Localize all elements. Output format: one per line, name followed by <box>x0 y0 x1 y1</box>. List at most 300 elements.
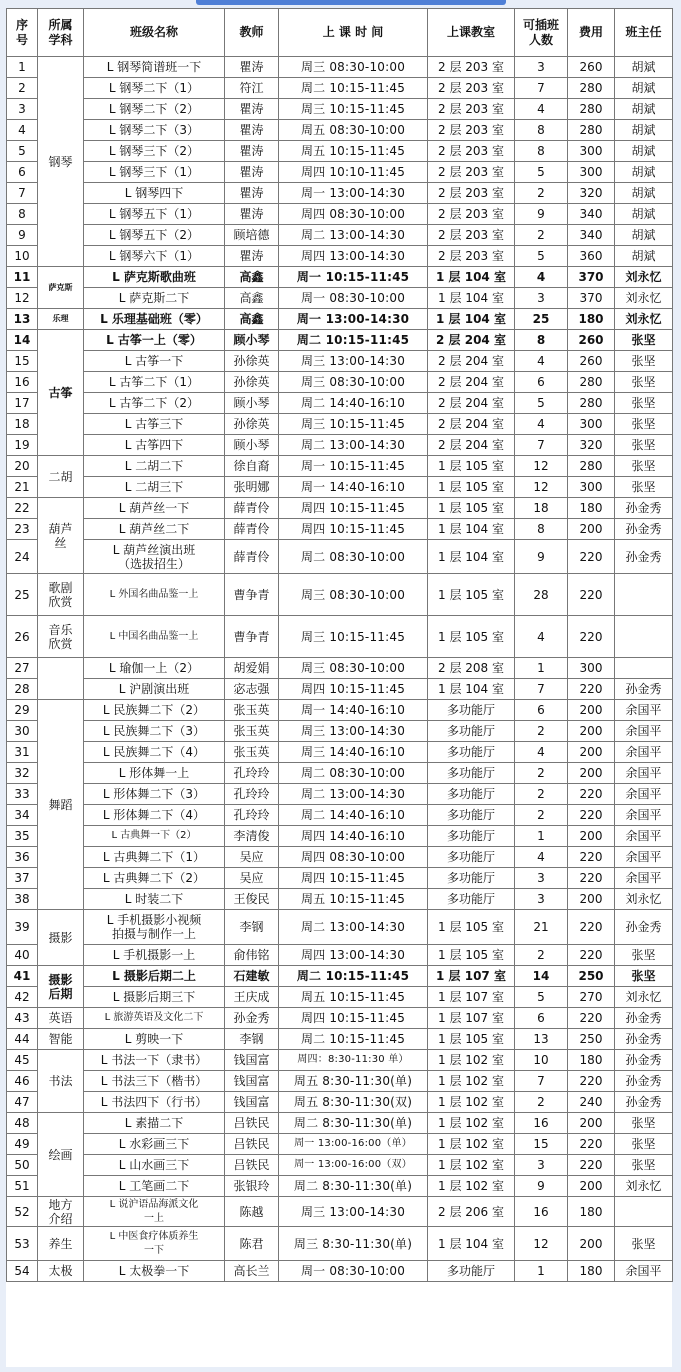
teacher: 吕铁民 <box>225 1155 279 1176</box>
row-number: 23 <box>7 519 38 540</box>
class-name <box>84 183 225 204</box>
available-seats: 2 <box>515 721 568 742</box>
header-seats: 可插班人数 <box>515 9 568 57</box>
row-number: 21 <box>7 477 38 498</box>
available-seats: 1 <box>515 826 568 847</box>
table-row <box>7 1176 673 1197</box>
teacher: 张玉英 <box>225 742 279 763</box>
class-time: 周三 13:00-14:30 <box>279 1197 428 1227</box>
head-teacher: 孙金秀 <box>615 1029 673 1050</box>
class-name-text-line2: 拍摄与制作一上 <box>111 927 196 941</box>
table-row <box>7 414 673 435</box>
head-teacher: 胡斌 <box>615 120 673 141</box>
head-teacher <box>615 658 673 679</box>
head-teacher: 胡斌 <box>615 78 673 99</box>
row-number: 48 <box>7 1113 38 1134</box>
row-number: 29 <box>7 700 38 721</box>
fee: 340 <box>568 225 615 246</box>
classroom: 1 层 105 室 <box>428 616 515 658</box>
classroom: 1 层 102 室 <box>428 1176 515 1197</box>
class-name <box>84 351 225 372</box>
row-number: 20 <box>7 456 38 477</box>
classroom: 1 层 105 室 <box>428 477 515 498</box>
available-seats: 12 <box>515 456 568 477</box>
teacher: 俞伟铭 <box>225 945 279 966</box>
subject-cell <box>38 498 84 574</box>
head-teacher: 胡斌 <box>615 57 673 78</box>
class-time: 周一 14:40-16:10 <box>279 700 428 721</box>
head-teacher: 张坚 <box>615 1155 673 1176</box>
available-seats: 21 <box>515 910 568 945</box>
available-seats: 8 <box>515 120 568 141</box>
row-number: 53 <box>7 1227 38 1261</box>
subject-cell <box>38 1227 84 1261</box>
head-teacher: 余国平 <box>615 700 673 721</box>
class-name-text: L 民族舞二下（3） <box>102 724 206 738</box>
fee: 220 <box>568 1071 615 1092</box>
class-name-text: L 时装二下 <box>124 892 184 906</box>
class-name <box>84 1050 225 1071</box>
table-row <box>7 246 673 267</box>
teacher: 瞿涛 <box>225 183 279 204</box>
subject-label: 二胡 <box>48 469 73 484</box>
fee: 280 <box>568 372 615 393</box>
row-number: 17 <box>7 393 38 414</box>
head-teacher: 刘永忆 <box>615 889 673 910</box>
table-row <box>7 910 673 945</box>
row-number: 24 <box>7 540 38 574</box>
head-teacher: 孙金秀 <box>615 1050 673 1071</box>
class-time: 周三 10:15-11:45 <box>279 414 428 435</box>
class-name-text: L 中国名曲品鉴一上 <box>109 630 199 642</box>
teacher: 张银玲 <box>225 1176 279 1197</box>
row-number: 42 <box>7 987 38 1008</box>
row-number: 34 <box>7 805 38 826</box>
teacher: 高鑫 <box>225 288 279 309</box>
row-number: 16 <box>7 372 38 393</box>
head-teacher: 张坚 <box>615 372 673 393</box>
row-number: 25 <box>7 574 38 616</box>
available-seats: 9 <box>515 540 568 574</box>
subject-cell <box>38 267 84 309</box>
teacher: 顾培德 <box>225 225 279 246</box>
teacher: 钱国富 <box>225 1050 279 1071</box>
available-seats: 12 <box>515 1227 568 1261</box>
fee: 200 <box>568 1113 615 1134</box>
classroom: 多功能厅 <box>428 889 515 910</box>
class-time: 周一 10:15-11:45 <box>279 456 428 477</box>
class-name-text: L 形体舞二下（3） <box>102 787 206 801</box>
class-name-text: L 手机摄影小视频 <box>106 913 202 927</box>
classroom: 1 层 104 室 <box>428 519 515 540</box>
head-teacher: 孙金秀 <box>615 498 673 519</box>
class-name <box>84 477 225 498</box>
row-number: 22 <box>7 498 38 519</box>
head-teacher: 孙金秀 <box>615 1071 673 1092</box>
row-number: 9 <box>7 225 38 246</box>
class-time: 周四 10:15-11:45 <box>279 1008 428 1029</box>
class-time: 周四 13:00-14:30 <box>279 945 428 966</box>
head-teacher: 孙金秀 <box>615 519 673 540</box>
subject-label: 太极 <box>48 1264 73 1278</box>
class-time: 周四：8:30-11:30 单） <box>279 1050 428 1071</box>
available-seats: 2 <box>515 763 568 784</box>
schedule-sheet <box>6 8 672 1367</box>
row-number: 49 <box>7 1134 38 1155</box>
fee: 280 <box>568 393 615 414</box>
teacher: 李钢 <box>225 1029 279 1050</box>
class-name-text: L 书法三下（楷书） <box>100 1074 208 1088</box>
class-name <box>84 910 225 945</box>
class-name <box>84 945 225 966</box>
head-teacher: 刘永忆 <box>615 267 673 288</box>
class-name-text: L 二胡二下 <box>124 459 184 473</box>
class-name-text: L 乐理基础班（零） <box>100 312 208 326</box>
table-row <box>7 1197 673 1227</box>
subject-cell <box>38 616 84 658</box>
head-teacher: 胡斌 <box>615 141 673 162</box>
row-number: 10 <box>7 246 38 267</box>
class-time: 周四 14:40-16:10 <box>279 826 428 847</box>
header-room: 上课教室 <box>428 9 515 57</box>
classroom: 2 层 203 室 <box>428 225 515 246</box>
class-name-text: L 钢琴三下（1） <box>108 165 200 179</box>
teacher: 孔玲玲 <box>225 784 279 805</box>
class-time: 周二 14:40-16:10 <box>279 805 428 826</box>
available-seats: 4 <box>515 267 568 288</box>
fee: 270 <box>568 987 615 1008</box>
head-teacher: 余国平 <box>615 826 673 847</box>
fee: 250 <box>568 966 615 987</box>
table-row <box>7 784 673 805</box>
head-teacher: 孙金秀 <box>615 540 673 574</box>
row-number: 33 <box>7 784 38 805</box>
available-seats: 4 <box>515 414 568 435</box>
subject-cell <box>38 966 84 1008</box>
classroom: 2 层 203 室 <box>428 183 515 204</box>
subject-cell <box>38 1197 84 1227</box>
classroom: 多功能厅 <box>428 700 515 721</box>
teacher: 宓志强 <box>225 679 279 700</box>
teacher: 瞿涛 <box>225 141 279 162</box>
fee: 300 <box>568 141 615 162</box>
class-name-text: L 书法四下（行书） <box>100 1095 208 1109</box>
class-name <box>84 99 225 120</box>
class-time: 周二 10:15-11:45 <box>279 966 428 987</box>
teacher: 吕铁民 <box>225 1113 279 1134</box>
class-name-text: L 钢琴二下（3） <box>108 123 200 137</box>
class-name-text: L 旅游英语及文化二下 <box>104 1012 204 1023</box>
class-time: 周四 08:30-10:00 <box>279 204 428 225</box>
head-teacher: 张坚 <box>615 351 673 372</box>
head-teacher: 张坚 <box>615 477 673 498</box>
available-seats: 5 <box>515 987 568 1008</box>
classroom: 多功能厅 <box>428 721 515 742</box>
table-row <box>7 519 673 540</box>
table-row <box>7 1134 673 1155</box>
available-seats: 2 <box>515 1092 568 1113</box>
head-teacher <box>615 574 673 616</box>
teacher: 瞿涛 <box>225 246 279 267</box>
class-name <box>84 742 225 763</box>
classroom: 2 层 208 室 <box>428 658 515 679</box>
class-name-text: L 古筝一上（零） <box>106 333 202 347</box>
class-time: 周三 08:30-10:00 <box>279 574 428 616</box>
available-seats: 15 <box>515 1134 568 1155</box>
available-seats: 4 <box>515 99 568 120</box>
available-seats: 13 <box>515 1029 568 1050</box>
classroom: 2 层 203 室 <box>428 57 515 78</box>
available-seats: 9 <box>515 204 568 225</box>
header-time: 上 课 时 间 <box>279 9 428 57</box>
class-name <box>84 616 225 658</box>
fee: 220 <box>568 1155 615 1176</box>
class-time: 周二 08:30-10:00 <box>279 540 428 574</box>
fee: 280 <box>568 99 615 120</box>
subject-cell <box>38 330 84 456</box>
teacher: 瞿涛 <box>225 204 279 225</box>
class-time: 周一 08:30-10:00 <box>279 1261 428 1282</box>
available-seats: 28 <box>515 574 568 616</box>
class-name <box>84 372 225 393</box>
class-time: 周五 10:15-11:45 <box>279 141 428 162</box>
row-number: 36 <box>7 847 38 868</box>
row-number: 8 <box>7 204 38 225</box>
class-name <box>84 162 225 183</box>
class-time: 周二 13:00-14:30 <box>279 784 428 805</box>
subject-label: 智能 <box>48 1032 73 1046</box>
head-teacher: 张坚 <box>615 330 673 351</box>
row-number: 4 <box>7 120 38 141</box>
row-number: 40 <box>7 945 38 966</box>
head-teacher: 胡斌 <box>615 162 673 183</box>
head-teacher: 余国平 <box>615 847 673 868</box>
subject-cell <box>38 57 84 267</box>
class-name-text: L 钢琴四下 <box>124 186 184 200</box>
class-time: 周二 10:15-11:45 <box>279 78 428 99</box>
table-row <box>7 225 673 246</box>
class-name <box>84 120 225 141</box>
fee: 370 <box>568 288 615 309</box>
teacher: 张玉英 <box>225 721 279 742</box>
class-time: 周四 10:15-11:45 <box>279 498 428 519</box>
head-teacher: 孙金秀 <box>615 910 673 945</box>
row-number: 13 <box>7 309 38 330</box>
fee: 280 <box>568 78 615 99</box>
fee: 250 <box>568 1029 615 1050</box>
table-row <box>7 679 673 700</box>
table-row <box>7 477 673 498</box>
teacher: 钱国富 <box>225 1071 279 1092</box>
table-row <box>7 498 673 519</box>
row-number: 51 <box>7 1176 38 1197</box>
class-time: 周四 10:10-11:45 <box>279 162 428 183</box>
subject-label: 古筝 <box>48 385 73 400</box>
subject-label: 葫芦 <box>48 521 73 536</box>
fee: 220 <box>568 847 615 868</box>
classroom: 1 层 104 室 <box>428 267 515 288</box>
class-name-text: L 形体舞一上 <box>118 766 190 780</box>
class-name <box>84 1155 225 1176</box>
classroom: 1 层 104 室 <box>428 288 515 309</box>
row-number: 11 <box>7 267 38 288</box>
teacher: 孙徐英 <box>225 372 279 393</box>
subject-cell <box>38 1008 84 1029</box>
teacher: 孔玲玲 <box>225 805 279 826</box>
subject-cell <box>38 658 84 700</box>
head-teacher: 胡斌 <box>615 204 673 225</box>
subject-cell <box>38 1029 84 1050</box>
fee: 280 <box>568 456 615 477</box>
class-name-text: L 古典舞二下（1） <box>102 850 206 864</box>
class-name <box>84 309 225 330</box>
classroom: 2 层 203 室 <box>428 204 515 225</box>
fee: 200 <box>568 1176 615 1197</box>
classroom: 2 层 204 室 <box>428 330 515 351</box>
available-seats: 10 <box>515 1050 568 1071</box>
table-row <box>7 1008 673 1029</box>
fee: 180 <box>568 498 615 519</box>
row-number: 54 <box>7 1261 38 1282</box>
class-name-text: L 钢琴六下（1） <box>108 249 200 263</box>
teacher: 孙金秀 <box>225 1008 279 1029</box>
fee: 300 <box>568 162 615 183</box>
class-name-text: L 沪剧演出班 <box>118 682 190 696</box>
available-seats: 5 <box>515 162 568 183</box>
subject-cell <box>38 1113 84 1197</box>
subject-label: 舞蹈 <box>48 797 73 812</box>
fee: 300 <box>568 658 615 679</box>
teacher: 陈越 <box>225 1197 279 1227</box>
class-name-text: L 古典舞一下（2） <box>111 830 197 841</box>
class-time: 周三 14:40-16:10 <box>279 742 428 763</box>
available-seats: 25 <box>515 309 568 330</box>
class-name-text: L 古筝二下（2） <box>108 396 200 410</box>
teacher: 徐自裔 <box>225 456 279 477</box>
subject-cell <box>38 1261 84 1282</box>
fee: 220 <box>568 540 615 574</box>
fee: 260 <box>568 330 615 351</box>
row-number: 3 <box>7 99 38 120</box>
head-teacher <box>615 616 673 658</box>
teacher: 曹争青 <box>225 616 279 658</box>
subject-label: 书法 <box>48 1074 73 1088</box>
teacher: 吴应 <box>225 847 279 868</box>
class-name <box>84 267 225 288</box>
table-row <box>7 1071 673 1092</box>
class-time: 周三 08:30-10:00 <box>279 57 428 78</box>
head-teacher: 刘永忆 <box>615 1176 673 1197</box>
table-row <box>7 57 673 78</box>
classroom: 2 层 203 室 <box>428 120 515 141</box>
class-name-text: L 葫芦丝二下 <box>118 522 190 536</box>
class-name <box>84 847 225 868</box>
available-seats: 16 <box>515 1113 568 1134</box>
class-time: 周四 13:00-14:30 <box>279 246 428 267</box>
class-time: 周二 14:40-16:10 <box>279 393 428 414</box>
class-name-text: L 钢琴五下（2） <box>108 228 200 242</box>
table-row <box>7 372 673 393</box>
available-seats: 6 <box>515 1008 568 1029</box>
available-seats: 2 <box>515 805 568 826</box>
class-name <box>84 288 225 309</box>
row-number: 32 <box>7 763 38 784</box>
table-row <box>7 1155 673 1176</box>
subject-label: 欣赏 <box>48 636 73 651</box>
classroom: 2 层 204 室 <box>428 435 515 456</box>
class-schedule-table <box>6 8 673 1282</box>
teacher: 薛青伶 <box>225 540 279 574</box>
fee: 220 <box>568 868 615 889</box>
fee: 220 <box>568 784 615 805</box>
class-time: 周四 10:15-11:45 <box>279 868 428 889</box>
classroom: 2 层 203 室 <box>428 78 515 99</box>
table-row <box>7 351 673 372</box>
row-number: 44 <box>7 1029 38 1050</box>
available-seats: 2 <box>515 784 568 805</box>
class-name <box>84 1071 225 1092</box>
fee: 200 <box>568 889 615 910</box>
class-name-text: L 葫芦丝一下 <box>118 501 190 515</box>
class-name-text: L 手机摄影一上 <box>112 948 196 962</box>
class-name-text: L 钢琴三下（2） <box>108 144 200 158</box>
class-name <box>84 1197 225 1227</box>
head-teacher: 张坚 <box>615 456 673 477</box>
teacher: 王俊民 <box>225 889 279 910</box>
available-seats: 9 <box>515 1176 568 1197</box>
class-time: 周三 10:15-11:45 <box>279 99 428 120</box>
head-teacher: 余国平 <box>615 742 673 763</box>
teacher: 瞿涛 <box>225 99 279 120</box>
table-row <box>7 330 673 351</box>
table-row <box>7 183 673 204</box>
class-name <box>84 889 225 910</box>
head-teacher: 孙金秀 <box>615 679 673 700</box>
fee: 260 <box>568 351 615 372</box>
row-number: 37 <box>7 868 38 889</box>
class-name <box>84 204 225 225</box>
fee: 180 <box>568 1050 615 1071</box>
teacher: 薛青伶 <box>225 498 279 519</box>
class-name <box>84 78 225 99</box>
available-seats: 3 <box>515 868 568 889</box>
class-time: 周五 08:30-10:00 <box>279 120 428 141</box>
table-row <box>7 763 673 784</box>
table-row <box>7 574 673 616</box>
class-name-text: L 萨克斯歌曲班 <box>112 270 196 284</box>
subject-cell <box>38 574 84 616</box>
teacher: 高长兰 <box>225 1261 279 1282</box>
table-row <box>7 658 673 679</box>
classroom: 1 层 102 室 <box>428 1092 515 1113</box>
classroom: 2 层 203 室 <box>428 141 515 162</box>
available-seats: 8 <box>515 330 568 351</box>
classroom: 1 层 105 室 <box>428 498 515 519</box>
class-name <box>84 805 225 826</box>
teacher: 曹争青 <box>225 574 279 616</box>
table-row <box>7 120 673 141</box>
fee: 220 <box>568 616 615 658</box>
classroom: 1 层 107 室 <box>428 1008 515 1029</box>
class-name-text: L 钢琴简谱班一下 <box>106 60 202 74</box>
row-number: 50 <box>7 1155 38 1176</box>
available-seats: 2 <box>515 183 568 204</box>
subject-label: 摄影 <box>48 930 73 945</box>
table-row <box>7 456 673 477</box>
available-seats: 4 <box>515 616 568 658</box>
table-row <box>7 435 673 456</box>
teacher: 瞿涛 <box>225 57 279 78</box>
